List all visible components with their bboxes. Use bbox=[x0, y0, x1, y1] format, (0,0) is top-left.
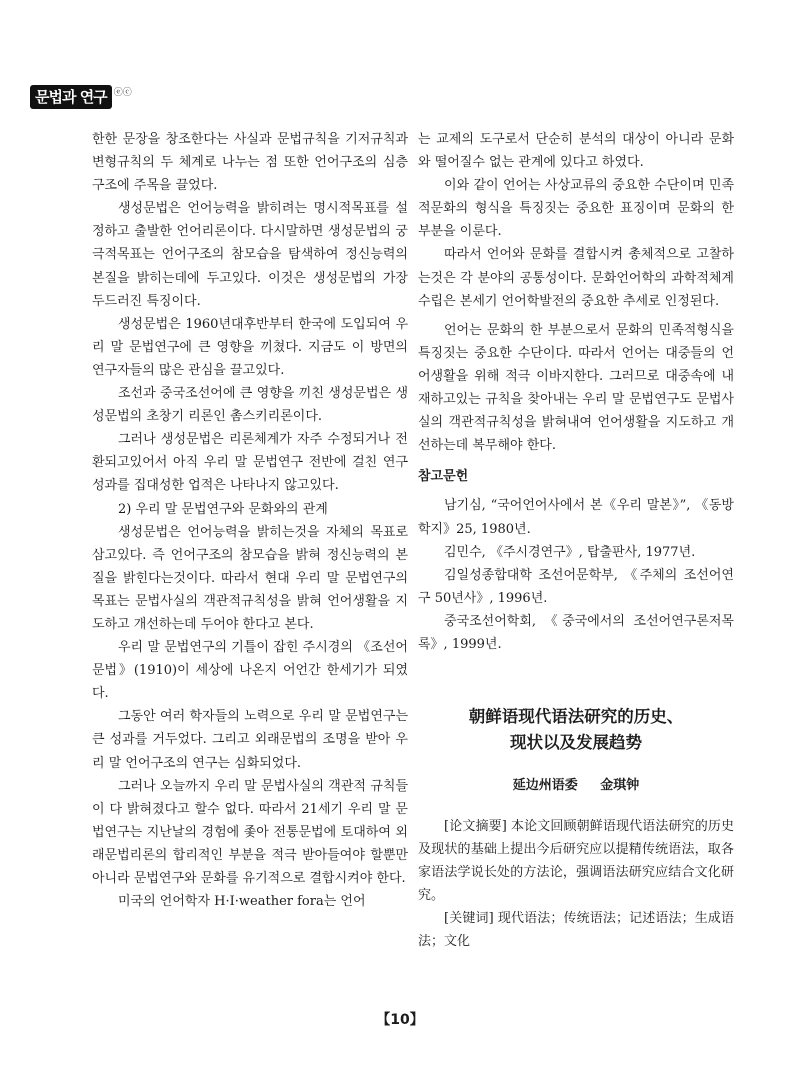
title-line: 现状以及发展趋势 bbox=[510, 733, 642, 753]
paragraph: 한한 문장을 창조한다는 사실과 문법규칙을 기저규칙과 변형규칙의 두 체계로 나누는 점 또한 언어구조의 심층구조에 주목을 끌었다. bbox=[92, 132, 408, 194]
abstract: [论文摘要] 本论文回顾朝鲜语现代语法研究的历史及现状的基础上提出今后研究应以提精传统语法，取各家语法学说长处的方法论，强调语法研究应结合文化研究。 bbox=[418, 819, 734, 904]
reference-item: 중국조선어학회, 《중국에서의 조선어연구론저목록》, 1999년. bbox=[418, 613, 734, 652]
paragraph: 생성문법은 1960년대후반부터 한국에 도입되여 우리 말 문법연구에 큰 영향을 끼쳤다. 지금도 이 방면의 연구자들의 많은 관심을 끌고있다. bbox=[92, 316, 408, 378]
reference-item: 김민수, 《주시경연구》, 탑출판사, 1977년. bbox=[444, 544, 696, 560]
section-heading: 2) 우리 말 문법연구와 문화와의 관계 bbox=[118, 501, 328, 517]
paragraph: 생성문법은 언어능력을 밝히려는 명시적목표를 설정하고 출발한 언어리론이다. 다시말하면 생성문법의 궁극적목표는 언어구조의 참모습을 탐색하여 정신능력의 본질을 밝히는데에 두고있다. 이것은 생성문법의 가장 두드러진 특징이다. bbox=[92, 201, 408, 309]
chinese-article-author: 延边州语委 金琪钟 bbox=[512, 778, 640, 794]
title-line: 朝鲜语现代语法研究的历史、 bbox=[468, 707, 684, 727]
paragraph: 는 교제의 도구로서 단순히 분석의 대상이 아니라 문화와 떨어질수 없는 관계에 있다고 하였다. bbox=[418, 132, 734, 171]
paragraph: 우리 말 문법연구의 기틀이 잡힌 주시경의 《조선어문법》(1910)이 세상에 나온지 어언간 한세기가 되였다. bbox=[92, 640, 408, 702]
paragraph: 그러나 생성문법은 리론체계가 자주 수정되거나 전환되고있어서 아직 우리 말 문법연구 전반에 걸친 연구성과를 집대성한 업적은 나타나지 않고있다. bbox=[92, 432, 408, 494]
reference-item: 남기심, “국어언어사에서 본《우리 말본》”, 《동방학지》25, 1980년. bbox=[418, 498, 734, 537]
left-column bbox=[92, 128, 408, 913]
paragraph: 조선과 중국조선어에 큰 영향을 끼친 생성문법은 생성문법의 초창기 리론인 촘스키리론이다. bbox=[92, 386, 408, 425]
right-column bbox=[418, 128, 734, 953]
logo-text: 문법과 연구 bbox=[30, 85, 112, 109]
keywords: [关键词] 现代语法；传统语法；记述语法；生成语法；文化 bbox=[418, 911, 734, 950]
chinese-article-title bbox=[418, 704, 734, 756]
section-logo bbox=[30, 84, 132, 110]
references-heading: 참고문헌 bbox=[418, 469, 469, 485]
paragraph: 언어는 문화의 한 부분으로서 문화의 민족적형식을 특징짓는 중요한 수단이다. 따라서 언어는 대중들의 언어생활을 위해 적극 이바지한다. 그러므로 대중속에 내재하고있는 규칙을 찾아내는 우리 말 문법연구도 문법사실의 객관적규칙성을 밝혀내여 언어생활을 지도하고 개선하는데 복무해야 한다. bbox=[418, 322, 734, 454]
reference-item: 김일성종합대학 조선어문학부, 《주체의 조선어연구 50년사》, 1996년. bbox=[418, 567, 734, 606]
paragraph: 생성문법은 언어능력을 밝히는것을 자체의 목표로 삼고있다. 즉 언어구조의 참모습을 밝혀 정신능력의 본질을 밝힌다는것이다. 따라서 현대 우리 말 문법연구의 목표는 문법사실의 객관적규칙성을 밝혀 언어생활을 지도하고 개선하는데 두어야 한다고 본다. bbox=[92, 524, 408, 632]
paragraph: 미국의 언어학자 H·I·weather fora는 언어 bbox=[118, 894, 366, 910]
page-number: 【10】 bbox=[376, 1012, 424, 1028]
paragraph: 그러나 오늘까지 우리 말 문법사실의 객관적 규칙들이 다 밝혀졌다고 할수 없다. 따라서 21세기 우리 말 문법연구는 지난날의 경험에 좇아 전통문법에 토대하여 외래문법리론의 합리적인 부분을 적극 받아들여야 할뿐만아니라 문법연구와 문화를 유기적으로 결합시켜야 한다. bbox=[92, 778, 408, 886]
paragraph: 그동안 여러 학자들의 노력으로 우리 말 문법연구는 큰 성과를 거두었다. 그리고 외래문법의 조명을 받아 우리 말 언어구조의 연구는 심화되었다. bbox=[92, 709, 408, 771]
logo-mark: ⓔⓒ bbox=[113, 87, 132, 98]
paragraph: 따라서 언어와 문화를 결합시켜 총체적으로 고찰하는것은 각 분야의 공통성이다. 문화언어학의 과학적체계수립은 본세기 언어학발전의 중요한 추세로 인정된다. bbox=[418, 247, 734, 309]
paragraph: 이와 같이 언어는 사상교류의 중요한 수단이며 민족적문화의 형식을 특징짓는 중요한 표징이며 문화의 한 부분을 이룬다. bbox=[418, 178, 734, 240]
